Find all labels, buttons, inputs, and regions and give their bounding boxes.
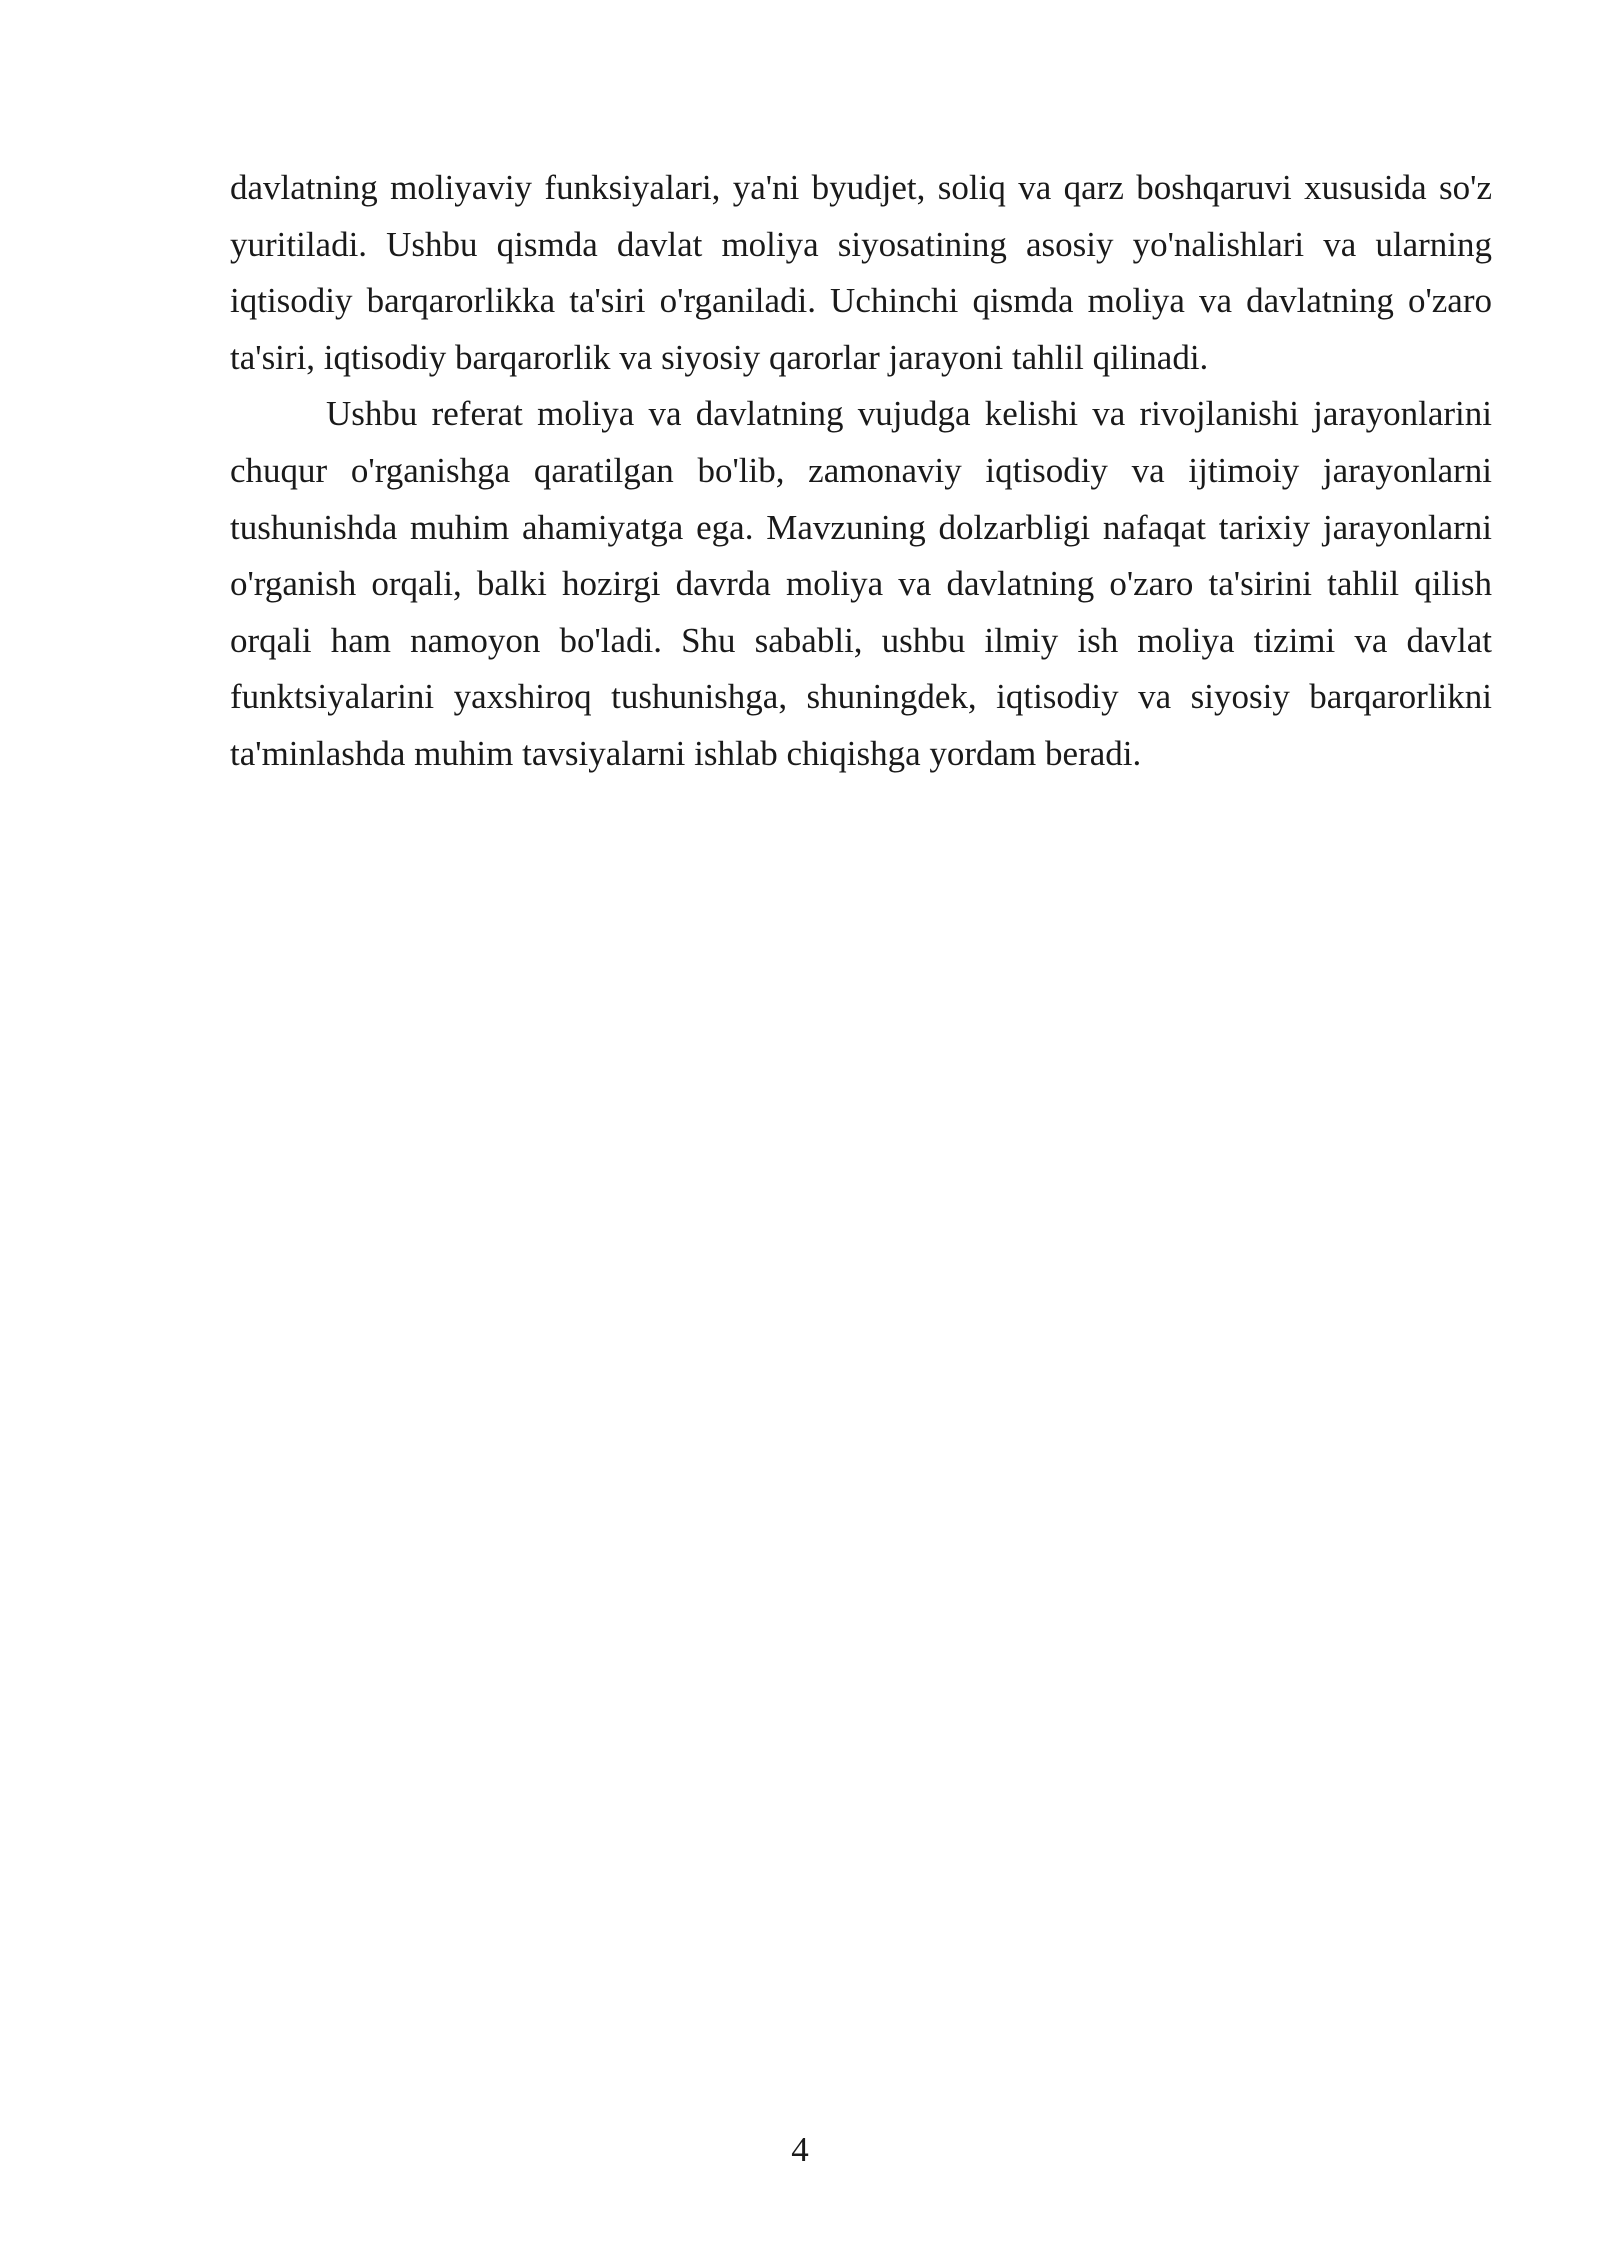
paragraph-continuation: davlatning moliyaviy funksiyalari, ya'ni byudjet, soliq va qarz boshqaruvi xususida so'z yuritiladi. Ushbu qismda davlat moliya siyosatining asosiy yo'nalishlari va ularning iqtisodiy barqarorlikka ta'siri o'rganiladi. Uchinchi qismda moliya va davlatning o'zaro ta'siri, iqtisodiy barqarorlik va siyosiy qarorlar jarayoni tahlil qilinadi. [230,168,1492,377]
paragraph-referat-summary: Ushbu referat moliya va davlatning vujudga kelishi va rivojlanishi jarayonlarini chuqur o'rganishga qaratilgan bo'lib, zamonaviy iqtisodiy va ijtimoiy jarayonlarni tushunishda muhim ahamiyatga ega. Mavzuning dolzarbligi nafaqat tarixiy jarayonlarni o'rganish orqali, balki hozirgi davrda moliya va davlatning o'zaro ta'sirini tahlil qilish orqali ham namoyon bo'ladi. Shu sababli, ushbu ilmiy ish moliya tizimi va davlat funktsiyalarini yaxshiroq tushunishga, shuningdek, iqtisodiy va siyosiy barqarorlikni ta'minlashda muhim tavsiyalarni ishlab chiqishga yordam beradi. [230,394,1492,773]
body-text [230,160,1492,783]
page-number: 4 [791,2130,809,2169]
